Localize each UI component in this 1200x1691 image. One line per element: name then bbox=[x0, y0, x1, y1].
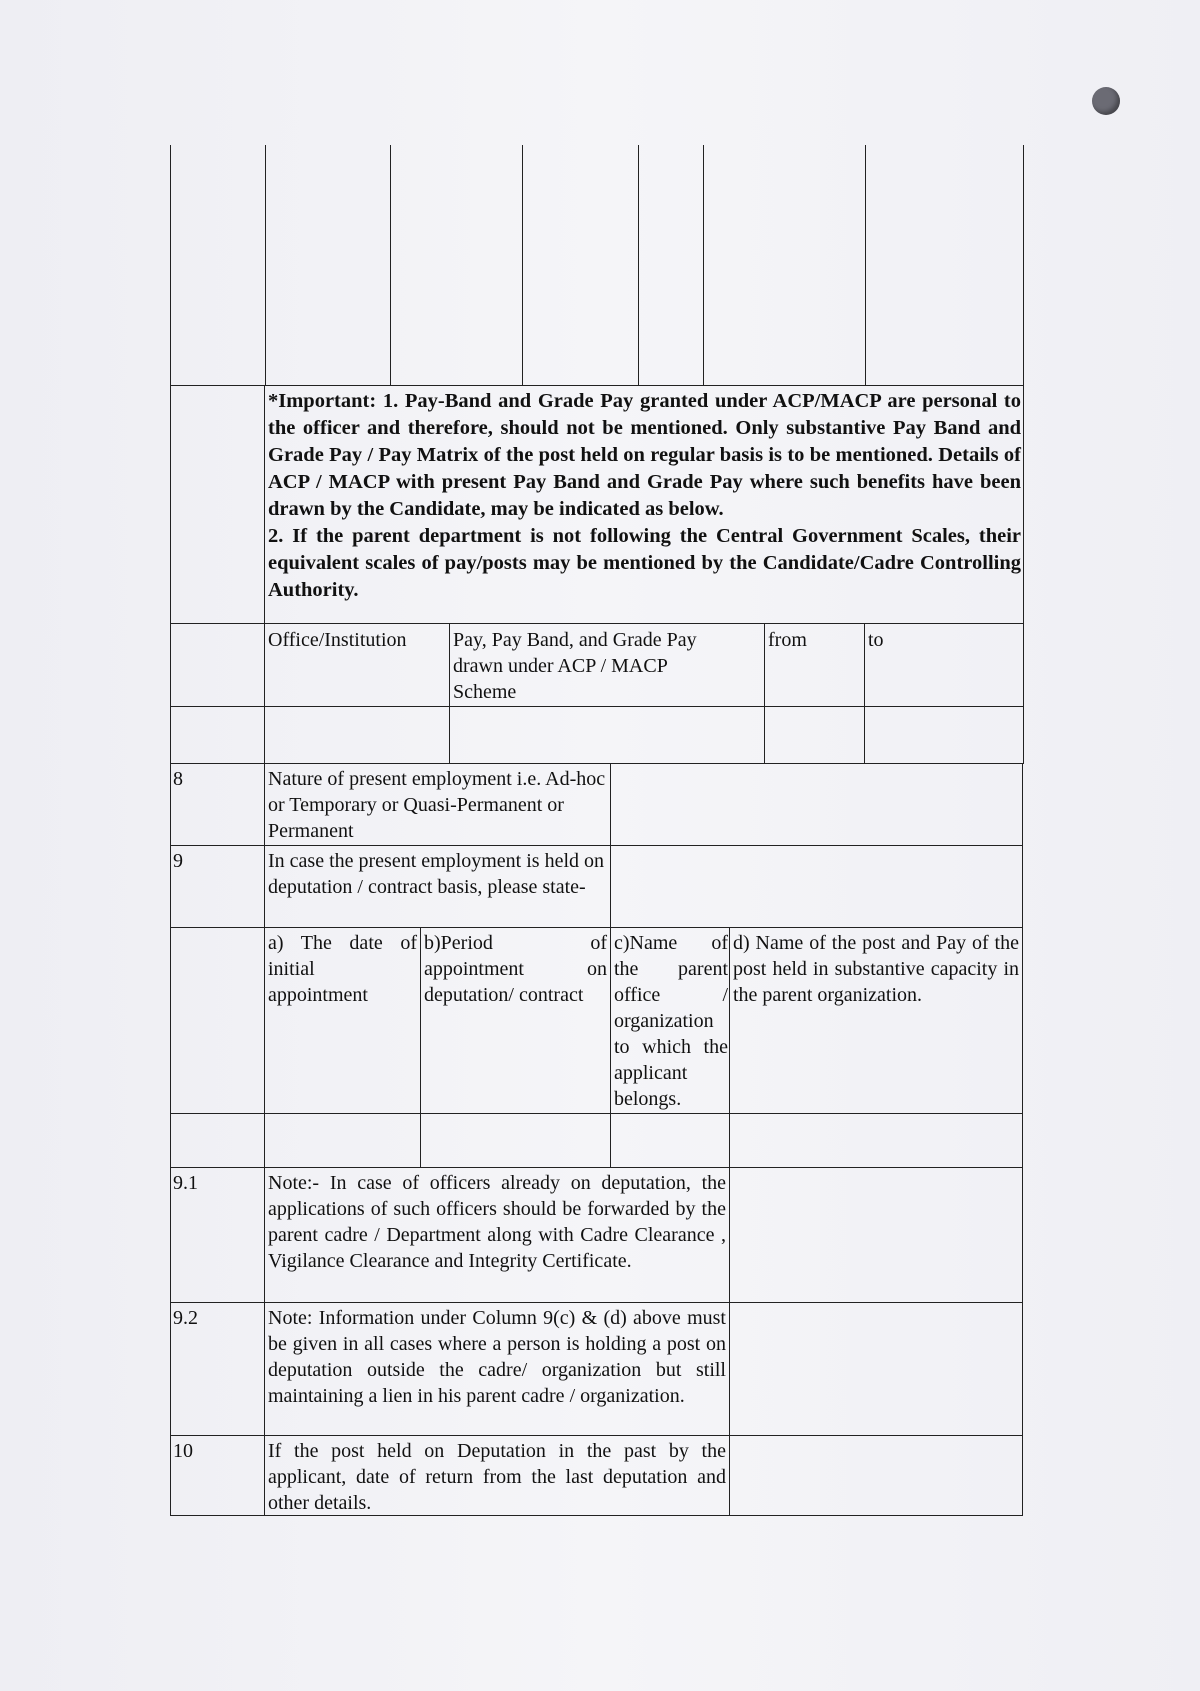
important-note-para-1: *Important: 1. Pay-Band and Grade Pay granted under ACP/MACP are personal to the officer and therefore, should not be mentioned. Only substantive Pay Band and Grade Pay / Pay Matrix of the post held on regular basis is to be mentioned. Details of ACP / MACP with present Pay Band and Grade Pay where such benefits have been drawn by the Candidate, may be indicated as below. bbox=[268, 390, 1021, 520]
deputation-col-c: c)Name of the parent office / organization to which the applicant belongs. bbox=[614, 932, 728, 1110]
row-8-value[interactable] bbox=[611, 764, 1022, 844]
row-10-number: 10 bbox=[173, 1440, 193, 1462]
acp-cell-office[interactable] bbox=[265, 707, 449, 763]
table-rule-horizontal bbox=[170, 1515, 1023, 1516]
deputation-cell-c[interactable] bbox=[611, 1114, 729, 1167]
row-10-value[interactable] bbox=[730, 1436, 1022, 1515]
row-9-1-value[interactable] bbox=[730, 1168, 1022, 1302]
table-rule-vertical bbox=[170, 145, 171, 385]
row-9-1-label: Note:- In case of officers already on deputation, the applications of such officers should be forwarded by the parent cadre / Department along with Cadre Clearance , Vigilance Clearance and Integrity Certificate. bbox=[268, 1172, 726, 1272]
acp-cell-to[interactable] bbox=[865, 707, 1023, 763]
table-rule-vertical bbox=[1023, 145, 1024, 385]
deputation-col-a: a) The date of initial appointment bbox=[268, 932, 417, 1006]
table-rule-vertical bbox=[1022, 763, 1023, 1515]
row-9-2-number: 9.2 bbox=[173, 1307, 198, 1329]
row-9-2-label: Note: Information under Column 9(c) & (d) above must be given in all cases where a person is holding a post on deputation outside the cadre/ organization but still maintaining a lien in his parent cadre / organization. bbox=[268, 1307, 726, 1407]
table-rule-vertical bbox=[522, 145, 523, 385]
row-9-2-value[interactable] bbox=[730, 1303, 1022, 1435]
deputation-cell-a[interactable] bbox=[265, 1114, 420, 1167]
table-rule-horizontal bbox=[170, 623, 1024, 624]
row-8-label: Nature of present employment i.e. Ad-hoc or Temporary or Quasi-Permanent or Permanent bbox=[268, 768, 606, 842]
table-rule-vertical bbox=[865, 145, 866, 385]
acp-header-from: from bbox=[768, 629, 807, 651]
row-10-label: If the post held on Deputation in the past by the applicant, date of return from the last deputation and other details. bbox=[268, 1440, 726, 1514]
deputation-col-d: d) Name of the post and Pay of the post held in substantive capacity in the parent organization. bbox=[733, 932, 1019, 1006]
row-8-number: 8 bbox=[173, 768, 183, 790]
acp-cell-from[interactable] bbox=[765, 707, 864, 763]
table-rule-vertical bbox=[390, 145, 391, 385]
table-rule-vertical bbox=[265, 145, 266, 385]
deputation-col-b: b)Period of appointment on deputation/ contract bbox=[424, 932, 607, 1006]
punch-hole bbox=[1092, 87, 1120, 115]
acp-header-pay: Pay, Pay Band, and Grade Pay drawn under ACP / MACP Scheme bbox=[453, 629, 697, 703]
deputation-cell-d[interactable] bbox=[730, 1114, 1022, 1167]
acp-header-office: Office/Institution bbox=[268, 629, 407, 651]
row-9-number: 9 bbox=[173, 850, 183, 872]
table-rule-vertical bbox=[703, 145, 704, 385]
important-note-para-2: 2. If the parent department is not following the Central Government Scales, their equivalent scales of pay/posts may be mentioned by the Candidate/Cadre Controlling Authority. bbox=[268, 525, 1021, 601]
table-rule-vertical bbox=[638, 145, 639, 385]
deputation-cell-b[interactable] bbox=[421, 1114, 610, 1167]
row-9-value[interactable] bbox=[611, 846, 1022, 926]
row-9-1-number: 9.1 bbox=[173, 1172, 198, 1194]
row-9-label: In case the present employment is held on deputation / contract basis, please state- bbox=[268, 850, 605, 898]
acp-cell-pay[interactable] bbox=[450, 707, 764, 763]
important-note bbox=[266, 386, 1023, 622]
acp-header-to: to bbox=[868, 629, 884, 651]
